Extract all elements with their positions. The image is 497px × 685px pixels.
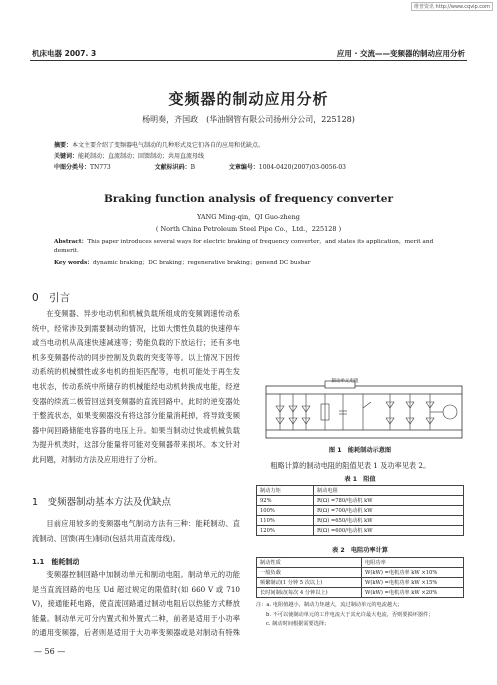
- note-item: 注：a. 电阻值越小，制动力矩越大，流过制动单元的电流越大；: [256, 602, 403, 608]
- section-header: 应用 · 交流——变频器的制动应用分析: [336, 49, 465, 58]
- table-cell: 长时间制动(每次 4 分钟以上): [257, 588, 362, 598]
- page-number: — 56 —: [34, 647, 66, 656]
- figure-1-caption: 图 1 能耗制动示意图: [328, 447, 392, 454]
- abstract-text: 本文主要介绍了变频器电气制动的几种形式及它们各自的应用和优缺点。: [72, 142, 265, 149]
- table-cell: W(kW) =电机功率 kW ×15%: [362, 578, 464, 588]
- section-1-title: 1 变频器制动基本方法及优缺点: [32, 497, 172, 508]
- table-header: 制动力矩: [257, 486, 314, 496]
- figure-1-label: 制动单元电阻: [331, 379, 359, 384]
- table-row: [257, 588, 464, 598]
- classification-line: [54, 163, 464, 172]
- table-header: 制动电阻: [314, 486, 464, 496]
- table-cell: 120%: [257, 526, 314, 536]
- journal-header: 机床电器 2007. 3: [32, 49, 97, 58]
- header-rule: [30, 60, 467, 61]
- after-figure-text: [256, 459, 464, 474]
- table-1-caption: 表 1 阻值: [344, 476, 376, 483]
- section-1-intro: [32, 517, 240, 546]
- section-0-title: 0 引言: [32, 292, 71, 304]
- table-notes: [256, 601, 466, 630]
- art-value: 1004-0420(2007)03-0056-03: [258, 164, 346, 171]
- note-item: c. 制动时间根据需要选择；: [266, 621, 330, 627]
- table-row: [257, 516, 464, 526]
- section-0-paragraph: 在变频器、异步电动机和机械负载所组成的变频调速传动系统中，经常涉及到需要制动的情况，比如大惯性负载的快速停车或当电动机从高速快速减速等；势能负载的下放运行；还有多电机多变频器传动的同步控制及负载的突变等等。以上情况下因传动系统的机械惯性或多电机的扭矩匹配等，电机可能处于再生发电状态，传动系统中所储存的机械能经电动机转换成电能，经逆变器的续流二极管回送到变频器的直流回路中。此时的逆变器处于整流状态，如果变频器没有将这部分能量消耗掉，将导致变频器中间回路储能电容器的电压上升。如果当制动过快或机械负载为提升机类时，这部分能量将可能对变频器带来损坏。本文针对此问题，对制动方法及应用进行了分析。: [32, 309, 240, 464]
- subsection-1-1-body-left: [32, 568, 240, 640]
- braking-circuit-diagram: [265, 378, 463, 440]
- authors: 杨明奏，齐国政 (华油钢管有限公司扬州分公司，225128): [142, 115, 355, 124]
- english-keywords-text: dynamic braking；DC braking；regenerative braking；genend DC busbar: [93, 260, 311, 266]
- watermark: 维普资讯 http://www.cqvip.com: [411, 2, 493, 11]
- table-2-caption: 表 2 电阻功率计算: [332, 547, 388, 554]
- table-cell: R(Ω) =600/电动机 kW: [314, 526, 464, 536]
- english-keywords-label: Key words：: [54, 260, 94, 266]
- section-0-body: [32, 307, 240, 468]
- clc-label: 中图分类号：: [54, 164, 91, 171]
- table-header: 制动性质: [257, 558, 362, 568]
- english-authors: YANG Ming-qin，QI Guo-zheng: [197, 213, 300, 221]
- table-cell: 110%: [257, 516, 314, 526]
- table-row: [257, 558, 464, 568]
- table-row: [257, 486, 464, 496]
- english-keywords: [54, 259, 459, 268]
- table-1: [256, 485, 464, 536]
- page-title: 变频器的制动应用分析: [168, 90, 329, 108]
- section-1-intro-text: 目前应用较多的变频器电气制动方法有三种：能耗制动、直流制动、回馈(再生)制动(包括共用直流母线)。: [32, 519, 240, 543]
- english-title: Braking function analysis of frequency converter: [104, 193, 393, 205]
- keywords-cn: [54, 152, 464, 161]
- english-abstract-label: Abstract：: [54, 239, 88, 245]
- note-item: b. 不可以使制动单元的工作电流大于其允许最大电流，否则要损坏器件；: [266, 611, 434, 618]
- table-cell: 92%: [257, 496, 314, 506]
- table-cell: R(Ω) =780/电动机 kW: [314, 496, 464, 506]
- clc-value: TN773: [90, 164, 111, 171]
- art-label: 文章编号：: [228, 164, 259, 171]
- table-cell: 100%: [257, 506, 314, 516]
- subsection-1-1-title: 1.1 能耗制动: [32, 558, 80, 566]
- table-row: [257, 506, 464, 516]
- abstract-cn: [54, 141, 464, 150]
- table-row: [257, 578, 464, 588]
- english-abstract-text: This paper introduces several ways for electric braking of frequency converter，and states its application，merit and demerit.: [54, 239, 434, 254]
- table-row: [257, 526, 464, 536]
- doc-value: B: [190, 164, 196, 171]
- keywords-text: 能耗制动；直流制动；回馈制动；共用直流母线: [78, 153, 205, 160]
- table-cell: W(kW) =电机功率 kW ×20%: [362, 588, 464, 598]
- table-cell: R(Ω) =650/电动机 kW: [314, 516, 464, 526]
- table-cell: R(Ω) =700/电动机 kW: [314, 506, 464, 516]
- english-affiliation: ( North China Petroleum Steel Pipe Co.，Ltd.，225128 ): [155, 225, 342, 233]
- subsection-1-1-body-right: [256, 284, 464, 372]
- figure-1-diagram: [265, 378, 463, 440]
- table-cell: 一般负载: [257, 568, 362, 578]
- keywords-label: 关键词：: [54, 153, 79, 160]
- table-cell: W(kW) =电机功率 kW ×10%: [362, 568, 464, 578]
- english-abstract: [54, 238, 459, 256]
- doc-label: 文献标识码：: [154, 164, 191, 171]
- subsection-1-1-text: 变频器控制回路中加制动单元和制动电阻。制动单元的功能是当直流回路的电压 Ud 超过规定的限值时(如 660 V 或 710 V)，接通能耗电路，使直流回路通过制动电阻后以热能方式释放能量。制动单元可分内置式和外置式二种，前者是适用于小功率的通用变频器，后者则是适用于大功率变频器或是对制动有特殊: [32, 570, 240, 638]
- table-cell: 频繁制动(1 分钟 5 次以上): [257, 578, 362, 588]
- table-2: [256, 557, 464, 598]
- table-header: 电阻功率: [362, 558, 464, 568]
- table-row: [257, 496, 464, 506]
- table-row: [257, 568, 464, 578]
- after-figure-paragraph: 粗略计算的制动电阻的阻值见表 1 及功率见表 2。: [270, 461, 431, 470]
- abstract-label: 摘要：: [54, 142, 73, 149]
